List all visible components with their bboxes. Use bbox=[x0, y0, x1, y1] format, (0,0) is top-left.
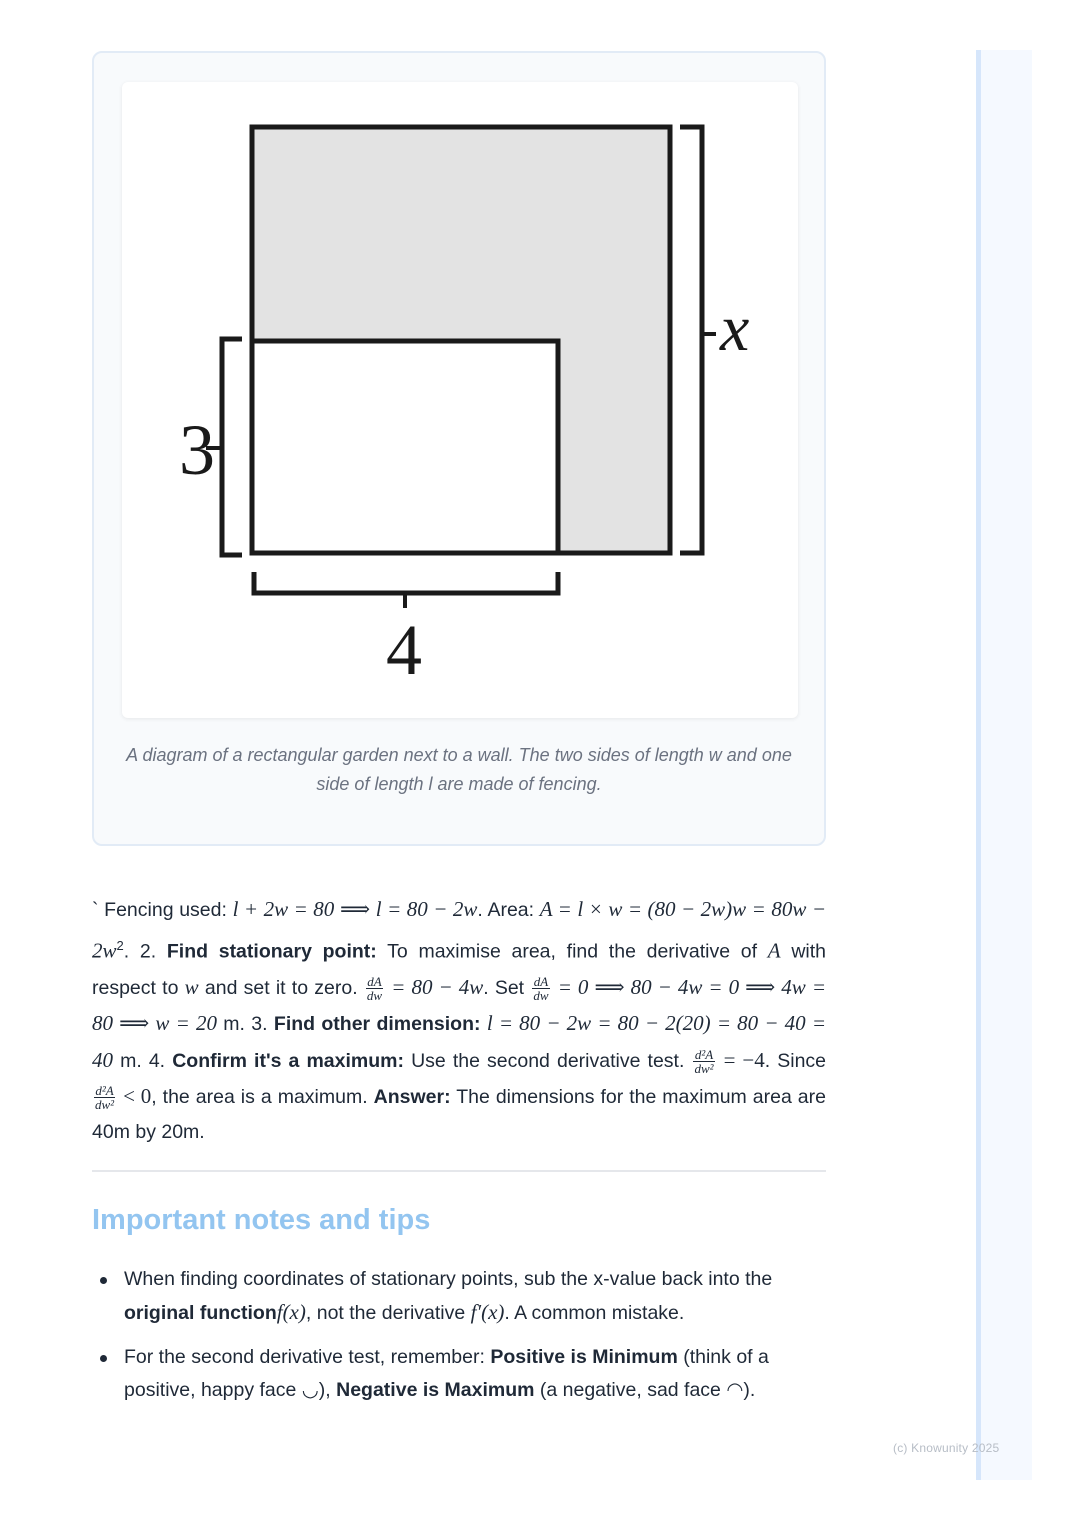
tip2-text-b: (think of a positive, happy face ◡), bbox=[124, 1346, 769, 1401]
area-exponent: 2 bbox=[116, 938, 124, 954]
label-3: 3 bbox=[179, 410, 215, 490]
step3-number: m. 3. bbox=[223, 1013, 268, 1036]
tip1-text-b: , not the derivative bbox=[305, 1302, 466, 1324]
copyright-footer: (c) Knowunity 2025 bbox=[893, 1441, 1000, 1455]
fraction-numerator: dA bbox=[533, 974, 549, 990]
label-4: 4 bbox=[386, 610, 422, 690]
fraction-dadw-2 bbox=[532, 975, 549, 1002]
fraction-numerator: d²A bbox=[694, 1047, 714, 1063]
var-w: w bbox=[184, 975, 199, 1000]
tip2-text-a: For the second derivative test, remember: bbox=[124, 1346, 485, 1368]
fencing-label: Fencing used: bbox=[104, 899, 227, 921]
bracket-left bbox=[222, 339, 242, 555]
list-item bbox=[92, 1263, 826, 1330]
garden-diagram bbox=[122, 82, 798, 718]
tips-heading: Important notes and tips bbox=[92, 1204, 431, 1236]
fraction-denominator: dw² bbox=[95, 1097, 115, 1113]
fraction-dadw bbox=[366, 975, 383, 1002]
figure-caption: A diagram of a rectangular garden next to a wall. The two sides of length w and one side of length l are made of fencing. bbox=[126, 745, 792, 794]
fencing-equation: l + 2w = 80 bbox=[232, 897, 335, 921]
list-item bbox=[92, 1341, 826, 1407]
step3-equation: l = 80 − 2w = 80 − 2(20) = 80 − 40 = 40 bbox=[92, 1011, 827, 1072]
step4-text: Use the second derivative test. bbox=[411, 1049, 685, 1072]
var-a: A bbox=[767, 938, 781, 963]
tip1-text-c: . A common mistake. bbox=[504, 1302, 685, 1324]
garden-diagram-svg bbox=[122, 82, 798, 718]
step3-heading: Find other dimension: bbox=[273, 1013, 481, 1036]
bullet-icon bbox=[100, 1355, 107, 1362]
set-equation: = 0 ⟹ 80 − 4w = 0 ⟹ 4w = 80 ⟹ w = 20 bbox=[92, 975, 827, 1036]
step2-text-b: with respect to bbox=[92, 940, 827, 1000]
tip2-bold-1: Positive is Minimum bbox=[490, 1346, 678, 1368]
step2-number: . 2. bbox=[123, 940, 157, 963]
tip1-fx: f(x) bbox=[276, 1300, 306, 1324]
bracket-bottom bbox=[254, 572, 558, 593]
tip2-text-c: (a negative, sad face ◠). bbox=[539, 1379, 756, 1401]
derivative-equation: = 80 − 4w bbox=[391, 975, 484, 1000]
fencing-solved: l = 80 − 2w bbox=[375, 897, 478, 921]
fraction-denominator: dw bbox=[366, 988, 383, 1004]
step2-text-a: To maximise area, find the derivative of bbox=[387, 940, 758, 963]
tip2-bold-2: Negative is Maximum bbox=[336, 1379, 535, 1401]
step2-heading: Find stationary point: bbox=[166, 940, 377, 963]
lead-mark: ` bbox=[92, 899, 99, 921]
step2-text-c: and set it to zero. bbox=[204, 977, 358, 1000]
implies-symbol: ⟹ bbox=[339, 897, 371, 921]
fraction-second-derivative bbox=[693, 1048, 714, 1075]
figure-card bbox=[92, 51, 826, 846]
fraction-denominator: dw² bbox=[694, 1061, 714, 1077]
less-than-zero: < 0 bbox=[123, 1083, 152, 1108]
tips-list bbox=[92, 1263, 826, 1418]
solution-paragraph: ` Fencing used: l + 2w = 80 ⟹ l = 80 − 2w. Area: $A = l \times w = (80 - 2w)w = 80w - 2w^2$. 2. Find stationary point: To maximise area, find the derivative of A with respect to w and set it to zero. $\frac{dA}{dw}$ = 80 − 4w. Set $\frac{dA}{dw}$ = 0 ⟹ 80 − 4w = 0 ⟹ 4w = 80 ⟹ w = 20 m. 3. Find other dimension: l = 80 − 2w = 80 − 2(20) = 80 − 40 = 40 m. 4. Confirm it's a maximum: Use the second derivative test. $\frac{\text{d²A}}{\text{dw²}}$ = −4. Since $\frac{\text{d²A}}{\text{dw²}}$ < 0, the area is a maximum. Answer: The dimensions for the maximum area are 40m by 20m. bbox=[92, 897, 827, 1144]
conclusion-text: , the area is a maximum. bbox=[151, 1085, 368, 1108]
fraction-numerator: dA bbox=[367, 974, 382, 990]
second-derivative-value: = −4 bbox=[723, 1047, 765, 1072]
since-label: . Since bbox=[764, 1049, 827, 1072]
area-label: Area: bbox=[487, 899, 535, 921]
bracket-right bbox=[680, 127, 702, 553]
set-label: . Set bbox=[483, 977, 525, 1000]
tip1-text-a: When finding coordinates of stationary points, sub the x-value back into the bbox=[124, 1268, 773, 1290]
step4-number: m. 4. bbox=[120, 1049, 166, 1072]
side-panel bbox=[976, 50, 1032, 1480]
answer-text: The dimensions for the maximum area are 40m by 20m. bbox=[92, 1085, 826, 1144]
tip1-bold: original function bbox=[124, 1302, 277, 1324]
fraction-second-derivative-2 bbox=[94, 1084, 115, 1111]
section-divider bbox=[92, 1170, 826, 1172]
fraction-numerator: d²A bbox=[95, 1083, 114, 1099]
answer-heading: Answer: bbox=[373, 1085, 451, 1108]
tip1-fpx: f′(x) bbox=[470, 1300, 505, 1324]
area-equation: A = l × w = (80 − 2w)w = 80w − 2w bbox=[92, 897, 827, 963]
inner-rectangle bbox=[252, 341, 558, 553]
step4-heading: Confirm it's a maximum: bbox=[172, 1049, 404, 1072]
bullet-icon bbox=[100, 1277, 107, 1284]
label-x: x bbox=[720, 292, 750, 365]
fraction-denominator: dw bbox=[533, 988, 549, 1004]
